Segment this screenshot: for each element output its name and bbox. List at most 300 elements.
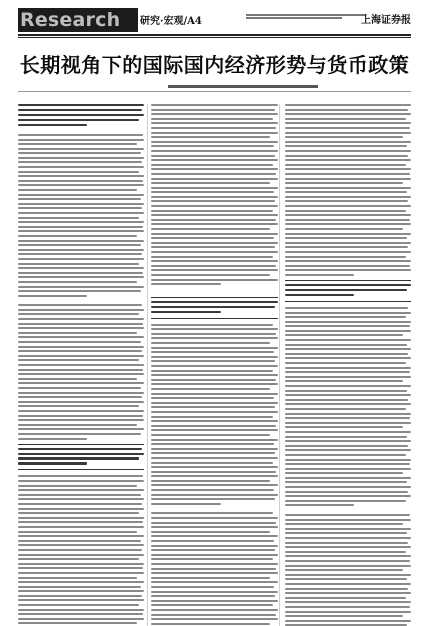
text-line-placeholder xyxy=(285,601,411,603)
text-line-placeholder xyxy=(151,609,277,611)
text-line-placeholder xyxy=(18,405,139,407)
text-line-placeholder xyxy=(285,399,409,401)
text-line-placeholder xyxy=(151,554,277,556)
text-line-placeholder xyxy=(18,244,141,246)
text-line-placeholder xyxy=(285,555,411,557)
text-line-placeholder xyxy=(285,344,408,346)
text-line-placeholder xyxy=(285,294,354,296)
text-line-placeholder xyxy=(285,348,411,350)
text-line-placeholder xyxy=(151,351,274,353)
text-line-placeholder xyxy=(151,549,275,551)
text-line-placeholder xyxy=(285,132,411,134)
text-line-placeholder xyxy=(285,191,408,193)
text-line-placeholder xyxy=(285,339,411,341)
text-line-placeholder xyxy=(18,554,144,556)
masthead xyxy=(18,8,411,40)
article-column xyxy=(285,104,411,626)
article-headline: 长期视角下的国际国内经济形势与货币政策 xyxy=(19,53,410,77)
text-line-placeholder xyxy=(285,551,406,553)
newspaper-page xyxy=(0,8,429,626)
text-line-placeholder xyxy=(18,373,144,375)
text-line-placeholder xyxy=(18,531,137,533)
text-line-placeholder xyxy=(151,416,272,418)
text-line-placeholder xyxy=(285,113,411,115)
text-line-placeholder xyxy=(151,365,277,367)
text-line-placeholder xyxy=(285,284,411,286)
text-line-placeholder xyxy=(18,175,144,177)
text-line-placeholder xyxy=(151,452,275,454)
text-line-placeholder xyxy=(18,221,144,223)
text-line-placeholder xyxy=(285,569,404,571)
text-line-placeholder xyxy=(18,295,87,297)
text-line-placeholder xyxy=(18,272,143,274)
text-line-placeholder xyxy=(285,385,411,387)
text-line-placeholder xyxy=(285,422,411,424)
masthead-section-label: 研究·宏观/A4 xyxy=(140,16,202,27)
text-line-placeholder xyxy=(151,328,277,330)
text-line-placeholder xyxy=(18,166,144,168)
text-line-placeholder xyxy=(18,558,139,560)
text-line-placeholder xyxy=(151,545,277,547)
text-line-placeholder xyxy=(18,109,142,111)
text-line-placeholder xyxy=(151,475,277,477)
text-line-placeholder xyxy=(151,164,272,166)
text-line-placeholder xyxy=(151,132,277,134)
text-line-placeholder xyxy=(285,256,406,258)
text-line-placeholder xyxy=(151,614,276,616)
text-line-placeholder xyxy=(151,406,275,408)
text-line-placeholder xyxy=(285,459,411,461)
text-line-placeholder xyxy=(285,592,411,594)
text-line-placeholder xyxy=(18,148,144,150)
text-line-placeholder xyxy=(18,226,143,228)
byline-text-placeholder xyxy=(168,85,318,88)
text-line-placeholder xyxy=(285,371,410,373)
text-line-placeholder xyxy=(151,214,277,216)
text-line-placeholder xyxy=(18,544,144,546)
text-line-placeholder xyxy=(151,274,270,276)
text-line-placeholder xyxy=(151,228,270,230)
article-body-columns xyxy=(18,104,411,626)
text-line-placeholder xyxy=(151,466,277,468)
text-line-placeholder xyxy=(151,595,275,597)
text-line-placeholder xyxy=(285,376,411,378)
text-line-placeholder xyxy=(151,265,276,267)
text-line-placeholder xyxy=(285,436,408,438)
text-line-placeholder xyxy=(151,600,277,602)
text-line-placeholder xyxy=(18,599,144,601)
text-line-placeholder xyxy=(151,374,277,376)
text-line-placeholder xyxy=(151,301,277,303)
pull-quote xyxy=(285,280,411,302)
text-line-placeholder xyxy=(18,212,144,214)
text-line-placeholder xyxy=(285,472,404,474)
text-line-placeholder xyxy=(151,159,277,161)
text-line-placeholder xyxy=(18,240,144,242)
text-line-placeholder xyxy=(285,330,411,332)
text-line-placeholder xyxy=(151,503,220,505)
text-line-placeholder xyxy=(151,187,277,189)
text-line-placeholder xyxy=(151,200,275,202)
text-line-placeholder xyxy=(18,152,141,154)
text-line-placeholder xyxy=(18,622,137,624)
text-line-placeholder xyxy=(151,122,277,124)
text-line-placeholder xyxy=(151,269,277,271)
text-line-placeholder xyxy=(151,471,276,473)
text-line-placeholder xyxy=(151,581,277,583)
text-line-placeholder xyxy=(285,182,404,184)
text-line-placeholder xyxy=(18,309,144,311)
text-line-placeholder xyxy=(18,157,144,159)
text-line-placeholder xyxy=(18,387,141,389)
text-line-placeholder xyxy=(151,178,277,180)
text-line-placeholder xyxy=(285,463,410,465)
text-line-placeholder xyxy=(285,367,411,369)
text-line-placeholder xyxy=(285,542,409,544)
text-line-placeholder xyxy=(285,187,411,189)
text-line-placeholder xyxy=(151,347,277,349)
text-line-placeholder xyxy=(18,489,144,491)
pull-quote xyxy=(18,444,144,471)
text-line-placeholder xyxy=(151,370,272,372)
text-line-placeholder xyxy=(151,457,277,459)
text-line-placeholder xyxy=(285,606,410,608)
text-line-placeholder xyxy=(285,394,411,396)
text-line-placeholder xyxy=(151,540,274,542)
masthead-contact-line xyxy=(246,14,366,20)
text-line-placeholder xyxy=(151,379,276,381)
text-line-placeholder xyxy=(18,378,137,380)
text-line-placeholder xyxy=(18,424,137,426)
text-line-placeholder xyxy=(151,173,276,175)
text-line-placeholder xyxy=(151,517,277,519)
text-line-placeholder xyxy=(151,182,270,184)
text-line-placeholder xyxy=(285,136,404,138)
text-line-placeholder xyxy=(151,531,270,533)
text-line-placeholder xyxy=(285,528,411,530)
text-line-placeholder xyxy=(151,246,275,248)
text-line-placeholder xyxy=(285,196,411,198)
text-line-placeholder xyxy=(151,526,277,528)
text-line-placeholder xyxy=(285,237,408,239)
text-line-placeholder xyxy=(151,448,277,450)
text-line-placeholder xyxy=(18,350,142,352)
text-line-placeholder xyxy=(285,431,411,433)
text-line-placeholder xyxy=(285,155,409,157)
text-line-placeholder xyxy=(18,119,139,121)
text-line-placeholder xyxy=(151,109,275,111)
text-line-placeholder xyxy=(285,546,411,548)
text-line-placeholder xyxy=(151,324,272,326)
text-line-placeholder xyxy=(18,485,137,487)
text-line-placeholder xyxy=(151,237,274,239)
text-line-placeholder xyxy=(18,336,144,338)
text-line-placeholder xyxy=(18,618,144,620)
text-line-placeholder xyxy=(18,286,144,288)
text-line-placeholder xyxy=(285,104,411,106)
masthead-rule xyxy=(18,34,411,36)
text-line-placeholder xyxy=(151,256,272,258)
text-line-placeholder xyxy=(285,242,411,244)
text-line-placeholder xyxy=(18,498,144,500)
text-line-placeholder xyxy=(18,346,144,348)
text-line-placeholder xyxy=(151,522,276,524)
text-line-placeholder xyxy=(18,428,144,430)
text-line-placeholder xyxy=(18,290,141,292)
text-line-placeholder xyxy=(285,205,411,207)
text-line-placeholder xyxy=(151,439,277,441)
text-line-placeholder xyxy=(151,233,277,235)
text-line-placeholder xyxy=(285,468,411,470)
text-line-placeholder xyxy=(285,380,404,382)
text-line-placeholder xyxy=(285,615,404,617)
masthead-rule-thin xyxy=(18,37,411,38)
text-line-placeholder xyxy=(285,417,410,419)
text-line-placeholder xyxy=(285,454,406,456)
text-line-placeholder xyxy=(285,514,410,516)
text-line-placeholder xyxy=(18,572,144,574)
text-line-placeholder xyxy=(18,341,141,343)
text-line-placeholder xyxy=(18,189,137,191)
text-line-placeholder xyxy=(285,426,404,428)
text-line-placeholder xyxy=(151,618,277,620)
text-line-placeholder xyxy=(285,578,408,580)
text-line-placeholder xyxy=(151,443,274,445)
text-line-placeholder xyxy=(18,480,144,482)
text-line-placeholder xyxy=(285,362,406,364)
text-line-placeholder xyxy=(285,312,411,314)
text-line-placeholder xyxy=(18,577,137,579)
article-column xyxy=(18,104,144,626)
text-line-placeholder xyxy=(151,145,274,147)
text-line-placeholder xyxy=(285,118,406,120)
text-line-placeholder xyxy=(18,355,144,357)
text-line-placeholder xyxy=(151,572,277,574)
text-line-placeholder xyxy=(18,281,137,283)
text-line-placeholder xyxy=(151,306,275,308)
text-line-placeholder xyxy=(18,508,144,510)
text-line-placeholder xyxy=(151,383,277,385)
text-line-placeholder xyxy=(285,334,404,336)
text-line-placeholder xyxy=(18,184,144,186)
text-line-placeholder xyxy=(18,396,142,398)
text-line-placeholder xyxy=(18,207,142,209)
text-line-placeholder xyxy=(18,143,137,145)
text-line-placeholder xyxy=(285,173,410,175)
text-line-placeholder xyxy=(18,567,143,569)
text-line-placeholder xyxy=(18,327,144,329)
text-line-placeholder xyxy=(18,230,144,232)
text-line-placeholder xyxy=(18,171,139,173)
text-line-placeholder xyxy=(285,353,409,355)
text-line-placeholder xyxy=(151,586,274,588)
text-line-placeholder xyxy=(18,595,142,597)
text-line-placeholder xyxy=(285,408,406,410)
text-line-placeholder xyxy=(285,251,411,253)
text-line-placeholder xyxy=(151,498,275,500)
text-line-placeholder xyxy=(151,489,274,491)
text-line-placeholder xyxy=(151,337,277,339)
text-line-placeholder xyxy=(18,475,143,477)
text-line-placeholder xyxy=(18,139,144,141)
text-line-placeholder xyxy=(285,565,411,567)
text-line-placeholder xyxy=(18,382,144,384)
text-line-placeholder xyxy=(151,420,277,422)
text-line-placeholder xyxy=(285,178,411,180)
text-line-placeholder xyxy=(151,242,277,244)
text-line-placeholder xyxy=(151,397,274,399)
text-line-placeholder xyxy=(285,164,406,166)
text-line-placeholder xyxy=(151,118,272,120)
text-line-placeholder xyxy=(18,134,143,136)
text-line-placeholder xyxy=(285,523,404,525)
text-line-placeholder xyxy=(18,359,139,361)
text-line-placeholder xyxy=(18,203,144,205)
text-line-placeholder xyxy=(285,519,411,521)
text-line-placeholder xyxy=(18,304,142,306)
text-line-placeholder xyxy=(151,535,277,537)
text-line-placeholder xyxy=(285,274,354,276)
text-line-placeholder xyxy=(151,558,272,560)
text-line-placeholder xyxy=(285,560,410,562)
text-line-placeholder xyxy=(285,486,411,488)
text-line-placeholder xyxy=(151,210,272,212)
text-line-placeholder xyxy=(285,141,411,143)
text-line-placeholder xyxy=(285,495,411,497)
text-line-placeholder xyxy=(18,323,143,325)
text-line-placeholder xyxy=(285,620,411,622)
text-line-placeholder xyxy=(151,333,276,335)
text-line-placeholder xyxy=(18,563,144,565)
text-line-placeholder xyxy=(151,141,277,143)
pull-quote xyxy=(151,297,277,319)
text-line-placeholder xyxy=(151,480,270,482)
text-line-placeholder xyxy=(151,196,277,198)
text-line-placeholder xyxy=(151,356,277,358)
text-line-placeholder xyxy=(151,591,277,593)
text-line-placeholder xyxy=(18,613,143,615)
text-line-placeholder xyxy=(18,581,144,583)
text-line-placeholder xyxy=(151,388,270,390)
text-line-placeholder xyxy=(18,253,142,255)
text-line-placeholder xyxy=(285,200,409,202)
text-line-placeholder xyxy=(18,332,137,334)
text-line-placeholder xyxy=(151,136,270,138)
text-line-placeholder xyxy=(18,586,141,588)
text-line-placeholder xyxy=(285,597,406,599)
text-line-placeholder xyxy=(18,590,144,592)
text-line-placeholder xyxy=(18,258,144,260)
text-line-placeholder xyxy=(18,535,144,537)
text-line-placeholder xyxy=(285,611,411,613)
text-line-placeholder xyxy=(151,604,272,606)
text-line-placeholder xyxy=(18,453,144,455)
text-line-placeholder xyxy=(18,198,141,200)
text-line-placeholder xyxy=(285,449,411,451)
text-line-placeholder xyxy=(151,223,277,225)
text-line-placeholder xyxy=(18,194,144,196)
text-line-placeholder xyxy=(285,260,411,262)
text-line-placeholder xyxy=(151,623,270,625)
text-line-placeholder xyxy=(18,526,144,528)
text-line-placeholder xyxy=(18,503,142,505)
text-line-placeholder xyxy=(18,549,142,551)
text-line-placeholder xyxy=(18,318,144,320)
text-line-placeholder xyxy=(151,425,276,427)
newspaper-logo: 上海证券报 xyxy=(361,15,411,26)
text-line-placeholder xyxy=(18,369,143,371)
text-line-placeholder xyxy=(285,588,409,590)
text-line-placeholder xyxy=(285,481,408,483)
text-line-placeholder xyxy=(285,210,406,212)
text-line-placeholder xyxy=(151,219,276,221)
text-line-placeholder xyxy=(285,122,411,124)
text-line-placeholder xyxy=(285,325,410,327)
text-line-placeholder xyxy=(285,228,404,230)
text-line-placeholder xyxy=(18,415,143,417)
text-line-placeholder xyxy=(285,491,409,493)
text-line-placeholder xyxy=(18,540,141,542)
text-line-placeholder xyxy=(151,360,275,362)
text-line-placeholder xyxy=(18,180,143,182)
text-line-placeholder xyxy=(151,155,275,157)
text-line-placeholder xyxy=(285,321,411,323)
text-line-placeholder xyxy=(18,462,87,464)
text-line-placeholder xyxy=(18,276,144,278)
masthead-brand: Research xyxy=(20,9,121,31)
text-line-placeholder xyxy=(151,429,277,431)
paragraph-gap xyxy=(151,288,277,293)
text-line-placeholder xyxy=(18,313,139,315)
text-line-placeholder xyxy=(18,457,139,459)
text-line-placeholder xyxy=(18,263,139,265)
text-line-placeholder xyxy=(18,609,144,611)
text-line-placeholder xyxy=(151,113,277,115)
text-line-placeholder xyxy=(285,159,411,161)
text-line-placeholder xyxy=(18,161,142,163)
text-line-placeholder xyxy=(285,269,411,271)
text-line-placeholder xyxy=(285,403,411,405)
text-line-placeholder xyxy=(151,311,220,313)
text-line-placeholder xyxy=(18,249,144,251)
text-line-placeholder xyxy=(18,604,139,606)
article-column xyxy=(151,104,277,626)
text-line-placeholder xyxy=(18,124,87,126)
text-line-placeholder xyxy=(285,477,411,479)
text-line-placeholder xyxy=(151,251,277,253)
text-line-placeholder xyxy=(18,364,144,366)
text-line-placeholder xyxy=(151,563,277,565)
text-line-placeholder xyxy=(18,433,141,435)
text-line-placeholder xyxy=(151,393,277,395)
text-line-placeholder xyxy=(18,517,144,519)
text-line-placeholder xyxy=(151,191,274,193)
text-line-placeholder xyxy=(285,233,411,235)
byline-rule xyxy=(18,91,411,92)
text-line-placeholder xyxy=(285,440,411,442)
text-line-placeholder xyxy=(285,145,408,147)
text-line-placeholder xyxy=(151,127,276,129)
text-line-placeholder xyxy=(285,574,411,576)
text-line-placeholder xyxy=(18,512,139,514)
text-line-placeholder xyxy=(285,246,409,248)
text-line-placeholder xyxy=(285,532,408,534)
text-line-placeholder xyxy=(285,109,409,111)
text-line-placeholder xyxy=(18,448,142,450)
text-line-placeholder xyxy=(18,235,137,237)
text-line-placeholder xyxy=(285,289,408,291)
text-line-placeholder xyxy=(18,521,143,523)
